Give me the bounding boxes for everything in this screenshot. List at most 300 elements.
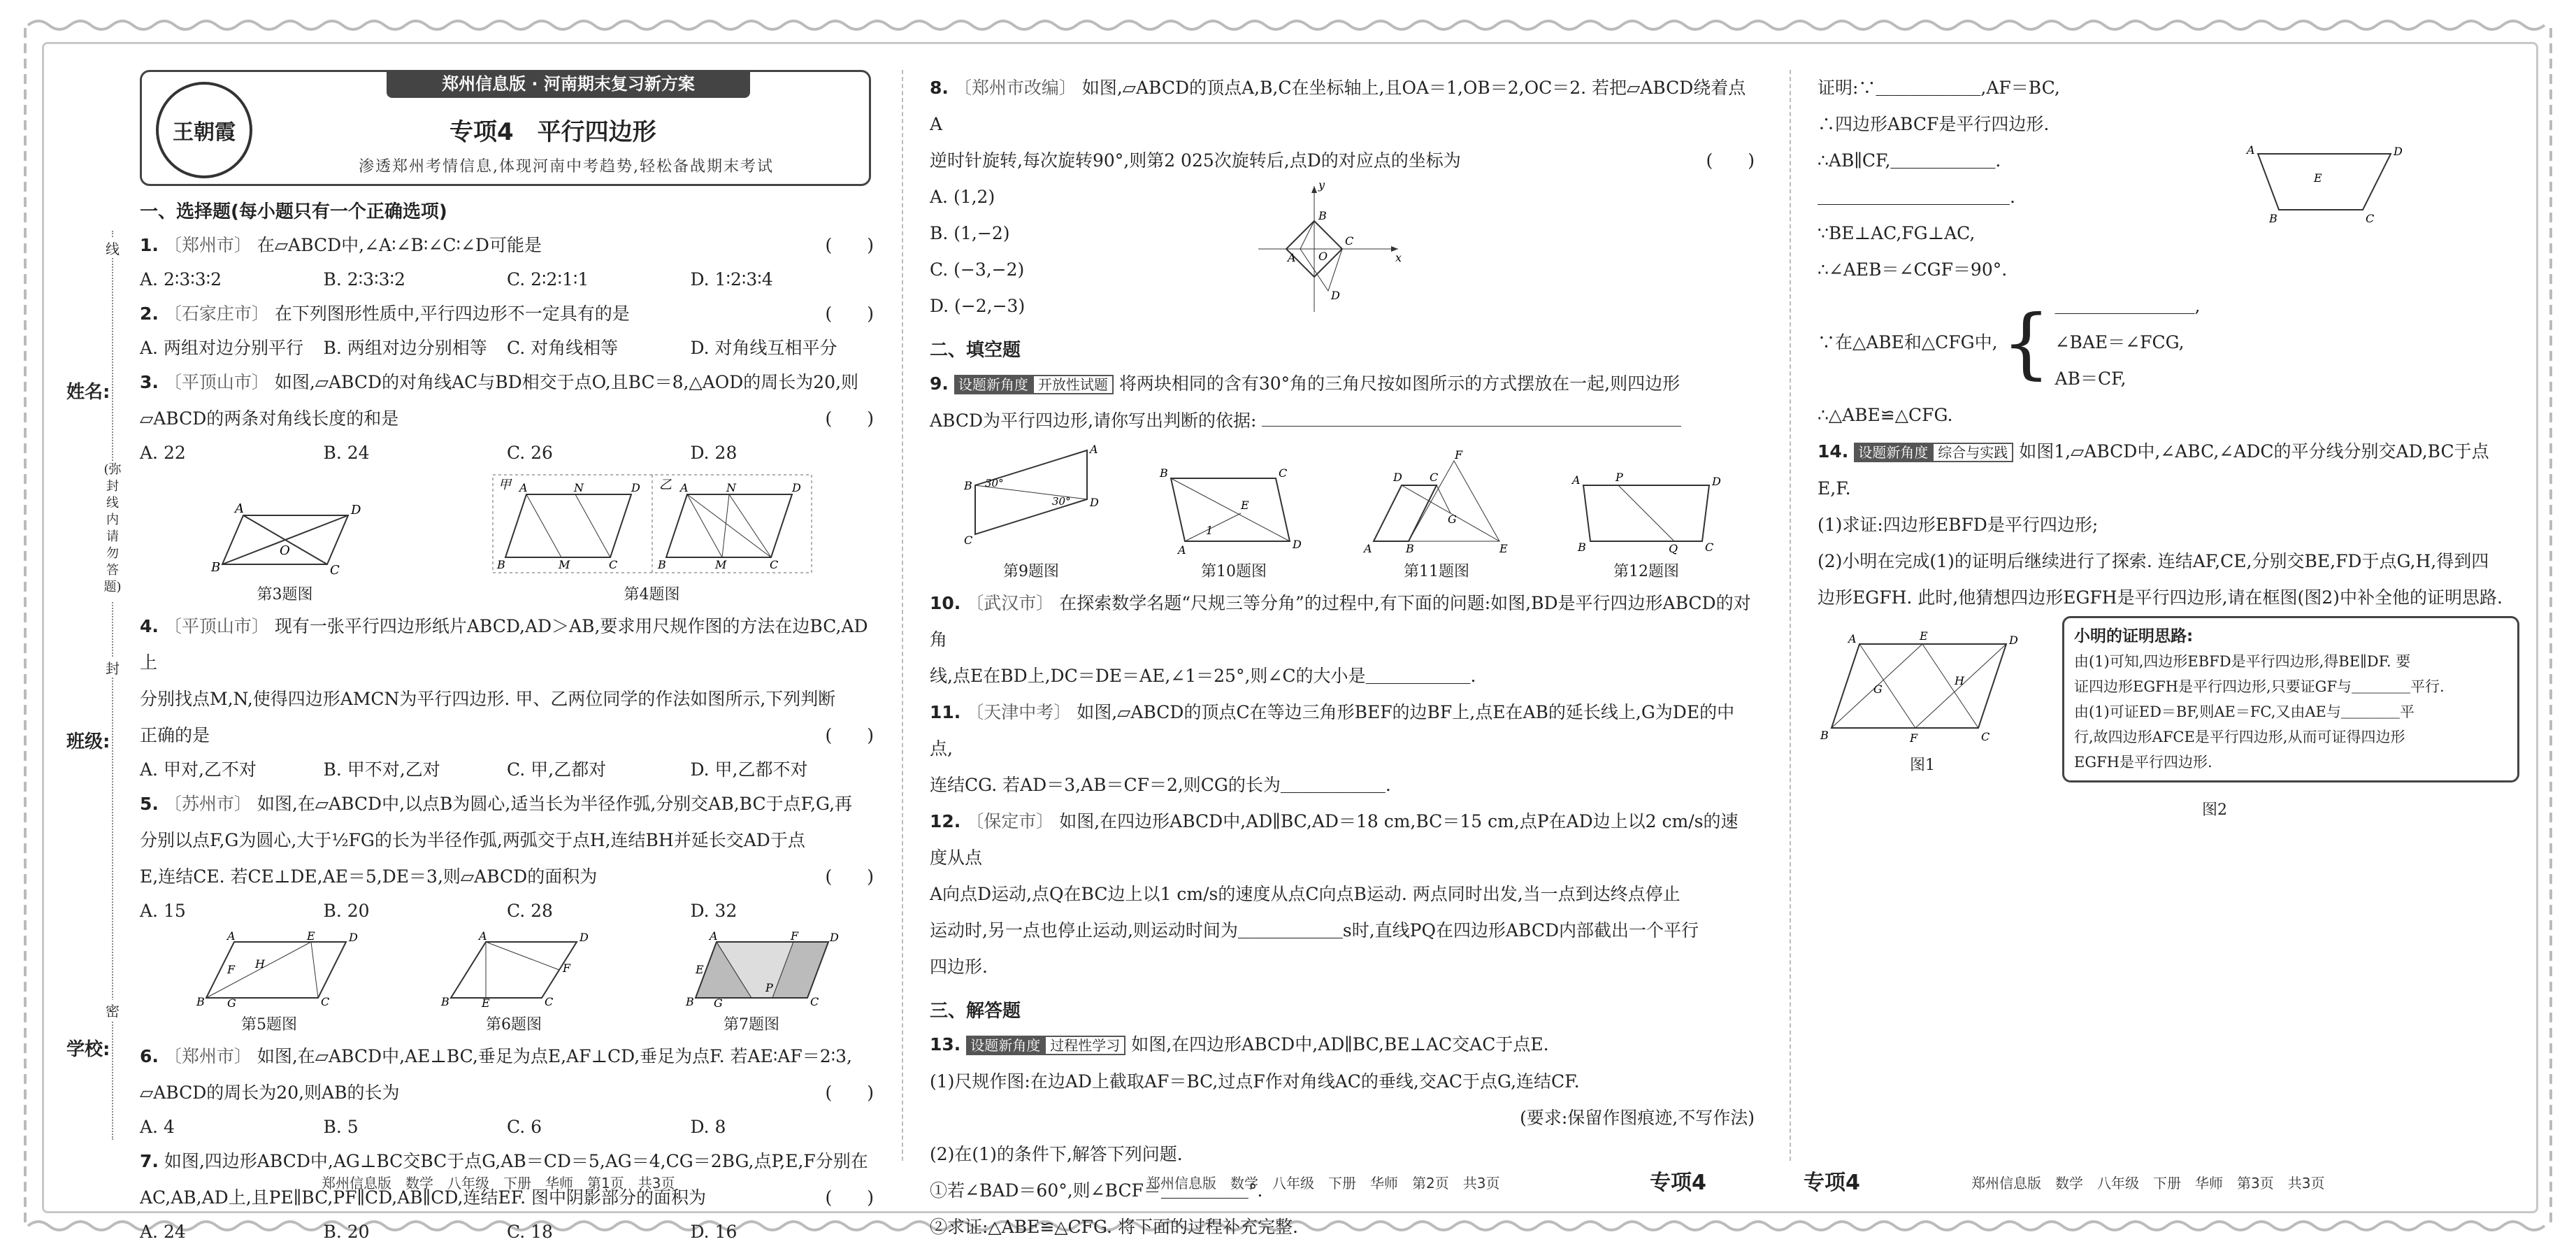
figure-4-label-yi: 乙: [659, 478, 672, 492]
brace-condition-3: AB＝CF,: [2055, 369, 2127, 389]
new-angle-badge: 设题新角度: [966, 1036, 1044, 1055]
options-q2: [140, 332, 874, 364]
svg-text:A: A: [1848, 632, 1857, 645]
option-c: C. 28: [507, 901, 553, 921]
svg-text:B: B: [1820, 729, 1829, 742]
svg-text:F: F: [563, 962, 571, 975]
question-text: 在探索数学名题“尺规三等分角”的过程中,有下面的问题:如图,BD是平行四边形ABCD的对角: [930, 593, 1751, 650]
hint-title: 小明的证明思路:: [2074, 627, 2194, 645]
answer-blank: [1262, 426, 1681, 427]
question-13-part1: (1)尺规作图:在边AD上截取AF＝BC,过点F作对角线AC的垂线,交AC于点G,连结CF.: [930, 1071, 1580, 1092]
page-title: 专项4 平行四边形: [449, 118, 656, 146]
svg-text:x: x: [1395, 251, 1402, 264]
figure-12-diagram: [1562, 464, 1730, 555]
question-text: 运动时,另一点也停止运动,则运动时间为＿＿＿＿＿＿s时,直线PQ在四边形ABCD内部截出一个平行: [930, 920, 1699, 941]
school-label: 学校:: [66, 1039, 110, 1060]
svg-text:O: O: [279, 543, 290, 558]
svg-text:C: C: [1430, 471, 1439, 484]
class-label: 班级:: [66, 731, 110, 752]
figure-12: [1562, 464, 1730, 581]
question-14-part2b: 边形EGFH. 此时,他猜想四边形EGFH是平行四边形,请在框图(图2)中补全他的证明思路.: [1818, 587, 2503, 608]
option-b: B. 5: [323, 1117, 359, 1137]
question-text: 分别以点F,G为圆心,大于½FG的长为半径作弧,两弧交于点H,连结BH并延长交AD于点: [140, 830, 805, 850]
hint-line-4: 行,故四边形AFCE是平行四边形,从而可证得四边形: [2074, 729, 2405, 745]
svg-text:C: C: [769, 558, 778, 571]
svg-text:C: C: [1345, 234, 1354, 248]
question-number: 10.: [930, 593, 961, 613]
option-b: B. 甲不对,乙对: [323, 759, 440, 780]
question-12-line3: [930, 913, 1755, 949]
question-13: [930, 1027, 1755, 1064]
svg-text:A: A: [1090, 443, 1098, 456]
question-6-line2: [140, 1075, 874, 1111]
question-5: [140, 786, 874, 822]
answer-paren: ( ): [825, 866, 874, 887]
figure-4-caption: 第4题图: [624, 586, 680, 603]
svg-text:G: G: [714, 996, 723, 1010]
brand-logo: [156, 82, 252, 178]
question-text: 在下列图形性质中,平行四边形不一定具有的是: [274, 303, 630, 324]
answer-paren: ( ): [825, 235, 874, 255]
option-a: A. 2∶3∶3∶2: [140, 269, 222, 289]
svg-text:D: D: [2394, 145, 2403, 158]
question-text: 如图,▱ABCD的对角线AC与BD相交于点O,且BC＝8,△AOD的周长为20,则: [274, 372, 859, 392]
svg-text:D: D: [2009, 634, 2018, 647]
option-d: D. 8: [690, 1117, 726, 1137]
figure-8-diagram: [1251, 179, 1405, 319]
brace-conditions: [2055, 288, 2201, 397]
option-c: C. (−3,−2): [930, 259, 1025, 280]
options-q8: [930, 179, 1209, 324]
hint-line-2: 证四边形EGFH是平行四边形,只要证GF与＿＿＿＿平行.: [2074, 678, 2445, 695]
question-9-line2: [930, 403, 1755, 439]
svg-text:N: N: [573, 481, 584, 494]
hint-line-1: 由(1)可知,四边形EBFD是平行四边形,得BE∥DF. 要: [2074, 653, 2411, 670]
figure-3-diagram: [201, 501, 369, 578]
answer-paren: ( ): [825, 1082, 874, 1103]
question-tag: 〔郑州市改编〕: [954, 78, 1077, 98]
svg-text:C: C: [964, 534, 973, 547]
section-answer-title: 三、解答题: [930, 1001, 1021, 1022]
question-text: ▱ABCD的周长为20,则AB的长为: [140, 1082, 400, 1103]
question-text: 如图,四边形ABCD中,AG⊥BC交BC于点G,AB＝CD＝5,AG＝4,CG＝2BG,点P,E,F分别在: [164, 1151, 868, 1171]
question-4-line3: [140, 717, 874, 754]
options-q5: [140, 895, 874, 927]
proof-line-1: 证明:∵＿＿＿＿＿＿,AF＝BC,: [1818, 78, 2060, 98]
question-number: 1.: [140, 235, 159, 255]
svg-text:C: C: [1981, 730, 1990, 743]
question-text: 线,点E在BD上,DC＝DE＝AE,∠1＝25°,则∠C的大小是＿＿＿＿＿＿.: [930, 666, 1476, 686]
figure-12-caption: 第12题图: [1613, 563, 1679, 580]
svg-text:A: A: [1178, 543, 1186, 557]
svg-text:A: A: [710, 929, 718, 943]
figure-10: [1157, 464, 1311, 581]
question-6: [140, 1038, 874, 1075]
figure-11-diagram: [1360, 450, 1513, 555]
svg-text:A: A: [1572, 473, 1581, 487]
option-b: B. 20: [323, 901, 370, 921]
question-tag: 〔石家庄市〕: [164, 303, 269, 324]
svg-text:G: G: [227, 996, 236, 1010]
proof-end: ∴△ABE≌△CFG.: [1818, 405, 1953, 425]
figure-5-caption: 第5题图: [241, 1016, 297, 1034]
figure-10-diagram: [1157, 464, 1311, 555]
option-c: C. 6: [507, 1117, 542, 1137]
wavy-border-left: [17, 28, 34, 1223]
page-2-footer: 郑州信息版 数学 八年级 下册 华师 第2页 共3页: [1146, 1175, 1500, 1192]
name-label: 姓名:: [66, 382, 110, 403]
answer-paren: ( ): [825, 725, 874, 745]
svg-text:B: B: [210, 560, 220, 575]
proof-brace-block: [1818, 288, 2503, 397]
question-10-line2: [930, 658, 1755, 694]
svg-text:D: D: [1712, 475, 1721, 488]
section-choice-title: 一、选择题(每小题只有一个正确选项): [140, 201, 447, 222]
svg-text:A: A: [234, 501, 244, 516]
svg-text:C: C: [329, 563, 340, 578]
question-number: 14.: [1818, 441, 1849, 462]
question-text: ABCD为平行四边形,请你写出判断的依据:: [930, 410, 1257, 431]
question-text: 在▱ABCD中,∠A∶∠B∶∠C∶∠D可能是: [257, 235, 542, 255]
figure-11: [1360, 450, 1513, 581]
section-fill-title: 二、填空题: [930, 340, 1021, 361]
page-2-column: [930, 70, 1755, 1245]
svg-text:C: C: [1705, 541, 1714, 554]
question-text: 如图,▱ABCD的顶点A,B,C在坐标轴上,且OA＝1,OB＝2,OC＝2. 若把▱ABCD绕着点A: [930, 78, 1746, 134]
q13-proof: [1818, 70, 2503, 434]
option-d: D. 32: [690, 901, 737, 921]
answer-paren: ( ): [825, 303, 874, 324]
figure-5-diagram: [178, 931, 360, 1008]
header-slogan: 渗透郑州考情信息,体现河南中考趋势,轻松备战期末考试: [359, 158, 774, 176]
svg-text:A: A: [1288, 251, 1296, 264]
figure-10-caption: 第10题图: [1201, 563, 1267, 580]
svg-text:D: D: [1393, 471, 1402, 484]
figure-5: [178, 931, 360, 1034]
options-q6: [140, 1111, 874, 1143]
svg-text:A: A: [679, 481, 689, 494]
svg-text:E: E: [307, 929, 315, 943]
figure-6-diagram: [437, 931, 591, 1008]
svg-text:N: N: [726, 481, 736, 494]
figures-q3-q4: [140, 473, 874, 604]
header-banner: 郑州信息版 · 河南期末复习新方案: [387, 70, 750, 98]
option-b: B. 2∶3∶3∶2: [323, 269, 405, 289]
question-text: 四边形.: [930, 957, 988, 977]
question-9: [930, 366, 1755, 403]
proof-hint-box: [2062, 616, 2519, 782]
figure-14-2-caption: 图2: [2202, 801, 2227, 819]
question-10: [930, 585, 1755, 658]
question-tag: 〔平顶山市〕: [164, 616, 269, 636]
brace-condition-1: ＿＿＿＿＿＿＿＿,: [2055, 296, 2201, 316]
seal-char-1: 线: [103, 238, 122, 258]
option-d: D. 1∶2∶3∶4: [690, 269, 773, 289]
question-13-note: (要求:保留作图痕迹,不写作法): [1520, 1108, 1755, 1128]
svg-text:D: D: [830, 931, 839, 944]
wavy-border-right: [2542, 28, 2559, 1223]
page-3-column: [1818, 70, 2503, 826]
svg-text:A: A: [1364, 542, 1372, 555]
figure-3-caption: 第3题图: [257, 586, 313, 603]
question-8-line2: [930, 143, 1755, 179]
column-divider-1: [902, 70, 903, 1161]
question-text: 正确的是: [140, 725, 210, 745]
question-number: 9.: [930, 373, 949, 394]
question-number: 6.: [140, 1046, 159, 1066]
figures-q9-q12: [930, 443, 1755, 581]
figure-14-1-caption: 图1: [1910, 757, 1935, 774]
seal-char-2: 封: [103, 657, 122, 678]
proof-line-5: ∵BE⊥AC,FG⊥AC,: [1818, 223, 1976, 243]
figures-q5-q7: [140, 931, 874, 1034]
option-d: D. 对角线互相平分: [690, 338, 837, 358]
question-text: 如图1,▱ABCD中,∠ABC,∠ADC的平分线分别交AD,BC于点E,F.: [1818, 441, 2489, 499]
figure-4-diagram: [491, 473, 813, 578]
svg-text:E: E: [1920, 629, 1928, 643]
new-angle-badge: 设题新角度: [1854, 443, 1932, 462]
option-a: A. 24: [140, 1222, 186, 1242]
question-5-line2: [140, 822, 874, 859]
option-d: D. 28: [690, 443, 737, 463]
question-text: 如图,在四边形ABCD中,AD∥BC,BE⊥AC交AC于点E.: [1131, 1034, 1549, 1055]
wavy-border-top: [28, 17, 2548, 34]
svg-text:B: B: [964, 479, 972, 492]
proof-line-4: ＿＿＿＿＿＿＿＿＿＿＿.: [1818, 187, 2015, 207]
question-text: 分别找点M,N,使得四边形AMCN为平行四边形. 甲、乙两位同学的作法如图所示,下列判断: [140, 689, 836, 709]
new-angle-badge: 设题新角度: [954, 375, 1032, 394]
svg-text:D: D: [580, 931, 589, 944]
figure-4-label-jia: 甲: [498, 478, 511, 492]
svg-text:O: O: [1318, 250, 1328, 263]
svg-text:M: M: [714, 558, 726, 571]
svg-text:A: A: [519, 481, 528, 494]
svg-text:P: P: [765, 981, 773, 994]
svg-text:D: D: [349, 931, 358, 944]
figure-9: [954, 443, 1108, 581]
figure-9-caption: 第9题图: [1003, 563, 1059, 580]
type-badge: 综合与实践: [1932, 443, 2013, 462]
question-text: A向点D运动,点Q在BC边上以1 cm/s的速度从点C向点B运动. 两点同时出发,当一点到达终点停止: [930, 884, 1681, 904]
svg-text:D: D: [791, 481, 801, 494]
option-b: B. 20: [323, 1222, 370, 1242]
question-text: ▱ABCD的两条对角线长度的和是: [140, 408, 399, 429]
figure-14-1-diagram: [1818, 630, 2027, 749]
question-tag: 〔武汉市〕: [966, 593, 1054, 613]
brace-symbol: {: [2001, 298, 2051, 387]
option-c: C. 26: [507, 443, 553, 463]
svg-text:D: D: [1331, 289, 1340, 302]
question-13-part2b: ②求证:△ABE≌△CFG. 将下面的过程补充完整.: [930, 1217, 1298, 1237]
option-d: D. 16: [690, 1222, 737, 1242]
question-text: 如图,▱ABCD的顶点C在等边三角形BEF的边BF上,点E在AB的延长线上,G为DE的中点,: [930, 702, 1735, 759]
question-4: [140, 608, 874, 681]
question-text: 如图,在四边形ABCD中,AD∥BC,AD＝18 cm,BC＝15 cm,点P在AD边上以2 cm/s的速度从点: [930, 811, 1739, 868]
option-c: C. 对角线相等: [507, 338, 619, 358]
question-text: 如图,在▱ABCD中,AE⊥BC,垂足为点E,AF⊥CD,垂足为点F. 若AE∶AF＝2∶3,: [257, 1046, 853, 1066]
proof-line-6: ∴∠AEB＝∠CGF＝90°.: [1818, 259, 2008, 280]
figure-9-diagram: [954, 443, 1108, 555]
question-number: 4.: [140, 616, 159, 636]
figure-7-caption: 第7题图: [724, 1016, 779, 1034]
svg-text:B: B: [196, 995, 205, 1008]
svg-text:H: H: [1955, 674, 1964, 687]
question-text: 连结CG. 若AD＝3,AB＝CF＝2,则CG的长为＿＿＿＿＿＿.: [930, 775, 1391, 795]
figure-7: [668, 929, 839, 1034]
svg-text:E: E: [1241, 499, 1249, 512]
figure-6-caption: 第6题图: [486, 1016, 542, 1034]
options-q4: [140, 754, 874, 786]
question-number: 13.: [930, 1034, 961, 1055]
option-a: A. 22: [140, 443, 186, 463]
question-14: [1818, 434, 2503, 507]
figure-11-caption: 第11题图: [1404, 563, 1469, 580]
question-tag: 〔保定市〕: [966, 811, 1054, 831]
answer-paren: ( ): [825, 408, 874, 429]
svg-text:B: B: [2269, 212, 2278, 225]
svg-text:G: G: [1873, 682, 1883, 696]
svg-text:B: B: [1160, 466, 1168, 480]
type-badge: 开放性试题: [1032, 375, 1114, 394]
header-box: [140, 70, 871, 186]
question-13-part2a: ①若∠BAD＝60°,则∠BCF＝＿＿＿＿＿°.: [930, 1180, 1263, 1201]
svg-text:B: B: [441, 995, 449, 1008]
question-4-line2: [140, 681, 874, 717]
svg-text:E: E: [2314, 171, 2322, 185]
svg-text:y: y: [1318, 178, 1325, 192]
figure-6: [437, 931, 591, 1034]
svg-text:A: A: [227, 929, 236, 943]
svg-text:B: B: [496, 558, 505, 571]
svg-text:C: C: [321, 995, 330, 1008]
logo-text: 王朝霞: [173, 120, 236, 145]
svg-text:1: 1: [1206, 524, 1214, 537]
answer-paren: ( ): [1706, 150, 1755, 171]
option-d: D. (−2,−3): [930, 296, 1026, 316]
q8-body: [930, 179, 1755, 324]
answer-paren: ( ): [825, 1187, 874, 1208]
question-8: [930, 70, 1755, 143]
figure-4: [491, 473, 813, 604]
question-tag: 〔郑州市〕: [164, 235, 252, 255]
options-q7: [140, 1216, 874, 1248]
page-1-footer: 郑州信息版 数学 八年级 下册 华师 第1页 共3页: [322, 1175, 675, 1192]
svg-text:E: E: [1499, 542, 1508, 555]
option-c: C. 甲,乙都对: [507, 759, 607, 780]
svg-text:P: P: [1616, 471, 1623, 484]
question-text: AC,AB,AD上,且PE∥BC,PF∥CD,AB∥CD,连结EF. 图中阴影部分的面积为: [140, 1187, 707, 1208]
svg-text:F: F: [1910, 731, 1918, 745]
svg-text:B: B: [1406, 542, 1414, 555]
brace-condition-2: ∠BAE＝∠FCG,: [2055, 332, 2185, 352]
proof-line-2: ∴四边形ABCF是平行四边形.: [1818, 114, 2050, 134]
svg-text:G: G: [1448, 513, 1457, 526]
question-tag: 〔郑州市〕: [164, 1046, 252, 1066]
figure-13-diagram: [2237, 140, 2419, 224]
question-number: 8.: [930, 78, 949, 98]
question-number: 12.: [930, 811, 961, 831]
page-3-topic: 专项4: [1804, 1171, 1860, 1195]
option-a: A. 两组对边分别平行: [140, 338, 303, 358]
svg-text:D: D: [631, 481, 640, 494]
svg-text:C: C: [1279, 466, 1288, 480]
question-14-part2: (2)小明在完成(1)的证明后继续进行了探索. 连结AF,CE,分别交BE,FD于点G,H,得到四: [1818, 551, 2489, 571]
svg-text:D: D: [1293, 538, 1302, 551]
svg-text:B: B: [657, 558, 666, 571]
q14-figures: [1818, 616, 2503, 826]
option-b: B. (1,−2): [930, 223, 1010, 243]
page-3-footer: 郑州信息版 数学 八年级 下册 华师 第3页 共3页: [1971, 1175, 2325, 1192]
svg-text:Q: Q: [1669, 542, 1678, 555]
question-text: 现有一张平行四边形纸片ABCD,AD＞AB,要求用尺规作图的方法在边BC,AD上: [140, 616, 868, 673]
figure-7-diagram: [668, 929, 839, 1010]
svg-text:E: E: [696, 963, 704, 976]
question-number: 2.: [140, 303, 159, 324]
question-text: 逆时针旋转,每次旋转90°,则第2 025次旋转后,点D的对应点的坐标为: [930, 150, 1461, 171]
question-3-line2: [140, 401, 874, 437]
question-14-part1: (1)求证:四边形EBFD是平行四边形;: [1818, 515, 2099, 535]
svg-text:M: M: [558, 558, 570, 571]
option-a: A. 甲对,乙不对: [140, 759, 257, 780]
figure-3: [201, 501, 369, 604]
question-text: 将两块相同的含有30°角的三角尺按如图所示的方式摆放在一起,则四边形: [1118, 373, 1681, 394]
option-b: B. 两组对边分别相等: [323, 338, 487, 358]
question-5-line3: [140, 859, 874, 895]
question-12: [930, 803, 1755, 876]
type-badge: 过程性学习: [1044, 1036, 1125, 1055]
figure-9-angle-2: 30°: [1052, 495, 1071, 508]
seal-char-3: 密: [103, 1000, 122, 1020]
svg-text:D: D: [1090, 496, 1099, 509]
svg-text:H: H: [255, 957, 265, 971]
svg-text:F: F: [1455, 448, 1463, 462]
option-c: C. 2∶2∶1∶1: [507, 269, 589, 289]
question-tag: 〔苏州市〕: [164, 794, 252, 814]
question-tag: 〔天津中考〕: [966, 702, 1072, 722]
hint-line-5: EGFH是平行四边形.: [2074, 754, 2212, 771]
option-a: A. 4: [140, 1117, 175, 1137]
question-text: 如图,在▱ABCD中,以点B为圆心,适当长为半径作弧,分别交AB,BC于点F,G,再: [257, 794, 853, 814]
page-1-column: [140, 70, 874, 1248]
question-3: [140, 364, 874, 401]
question-number: 11.: [930, 702, 961, 722]
option-c: C. 18: [507, 1222, 553, 1242]
question-tag: 〔平顶山市〕: [164, 372, 269, 392]
figure-9-angle-1: 30°: [985, 477, 1004, 489]
brace-lead: ∵在△ABE和△CFG中,: [1818, 332, 1998, 352]
page-2-topic: 专项4: [1650, 1171, 1706, 1195]
hint-line-3: 由(1)可证ED＝BF,则AE＝FC,又由AE与＿＿＿＿平: [2074, 703, 2415, 720]
svg-text:B: B: [1318, 209, 1327, 222]
question-text: E,连结CE. 若CE⊥DE,AE＝5,DE＝3,则▱ABCD的面积为: [140, 866, 598, 887]
question-number: 3.: [140, 372, 159, 392]
question-11: [930, 694, 1755, 767]
svg-text:F: F: [791, 929, 799, 943]
question-13-part2: (2)在(1)的条件下,解答下列问题.: [930, 1144, 1183, 1164]
seal-note: (弥封线内请勿答题): [103, 462, 122, 601]
svg-text:A: A: [2247, 143, 2255, 157]
option-b: B. 24: [323, 443, 370, 463]
question-12-line4: [930, 949, 1755, 985]
options-q1: [140, 264, 874, 296]
option-d: D. 甲,乙都不对: [690, 759, 808, 780]
option-a: A. 15: [140, 901, 186, 921]
option-a: A. (1,2): [930, 187, 995, 207]
question-12-line2: [930, 876, 1755, 913]
proof-line-3: ∴AB∥CF,＿＿＿＿＿＿.: [1818, 150, 2001, 171]
svg-text:B: B: [686, 995, 694, 1008]
question-11-line2: [930, 767, 1755, 803]
